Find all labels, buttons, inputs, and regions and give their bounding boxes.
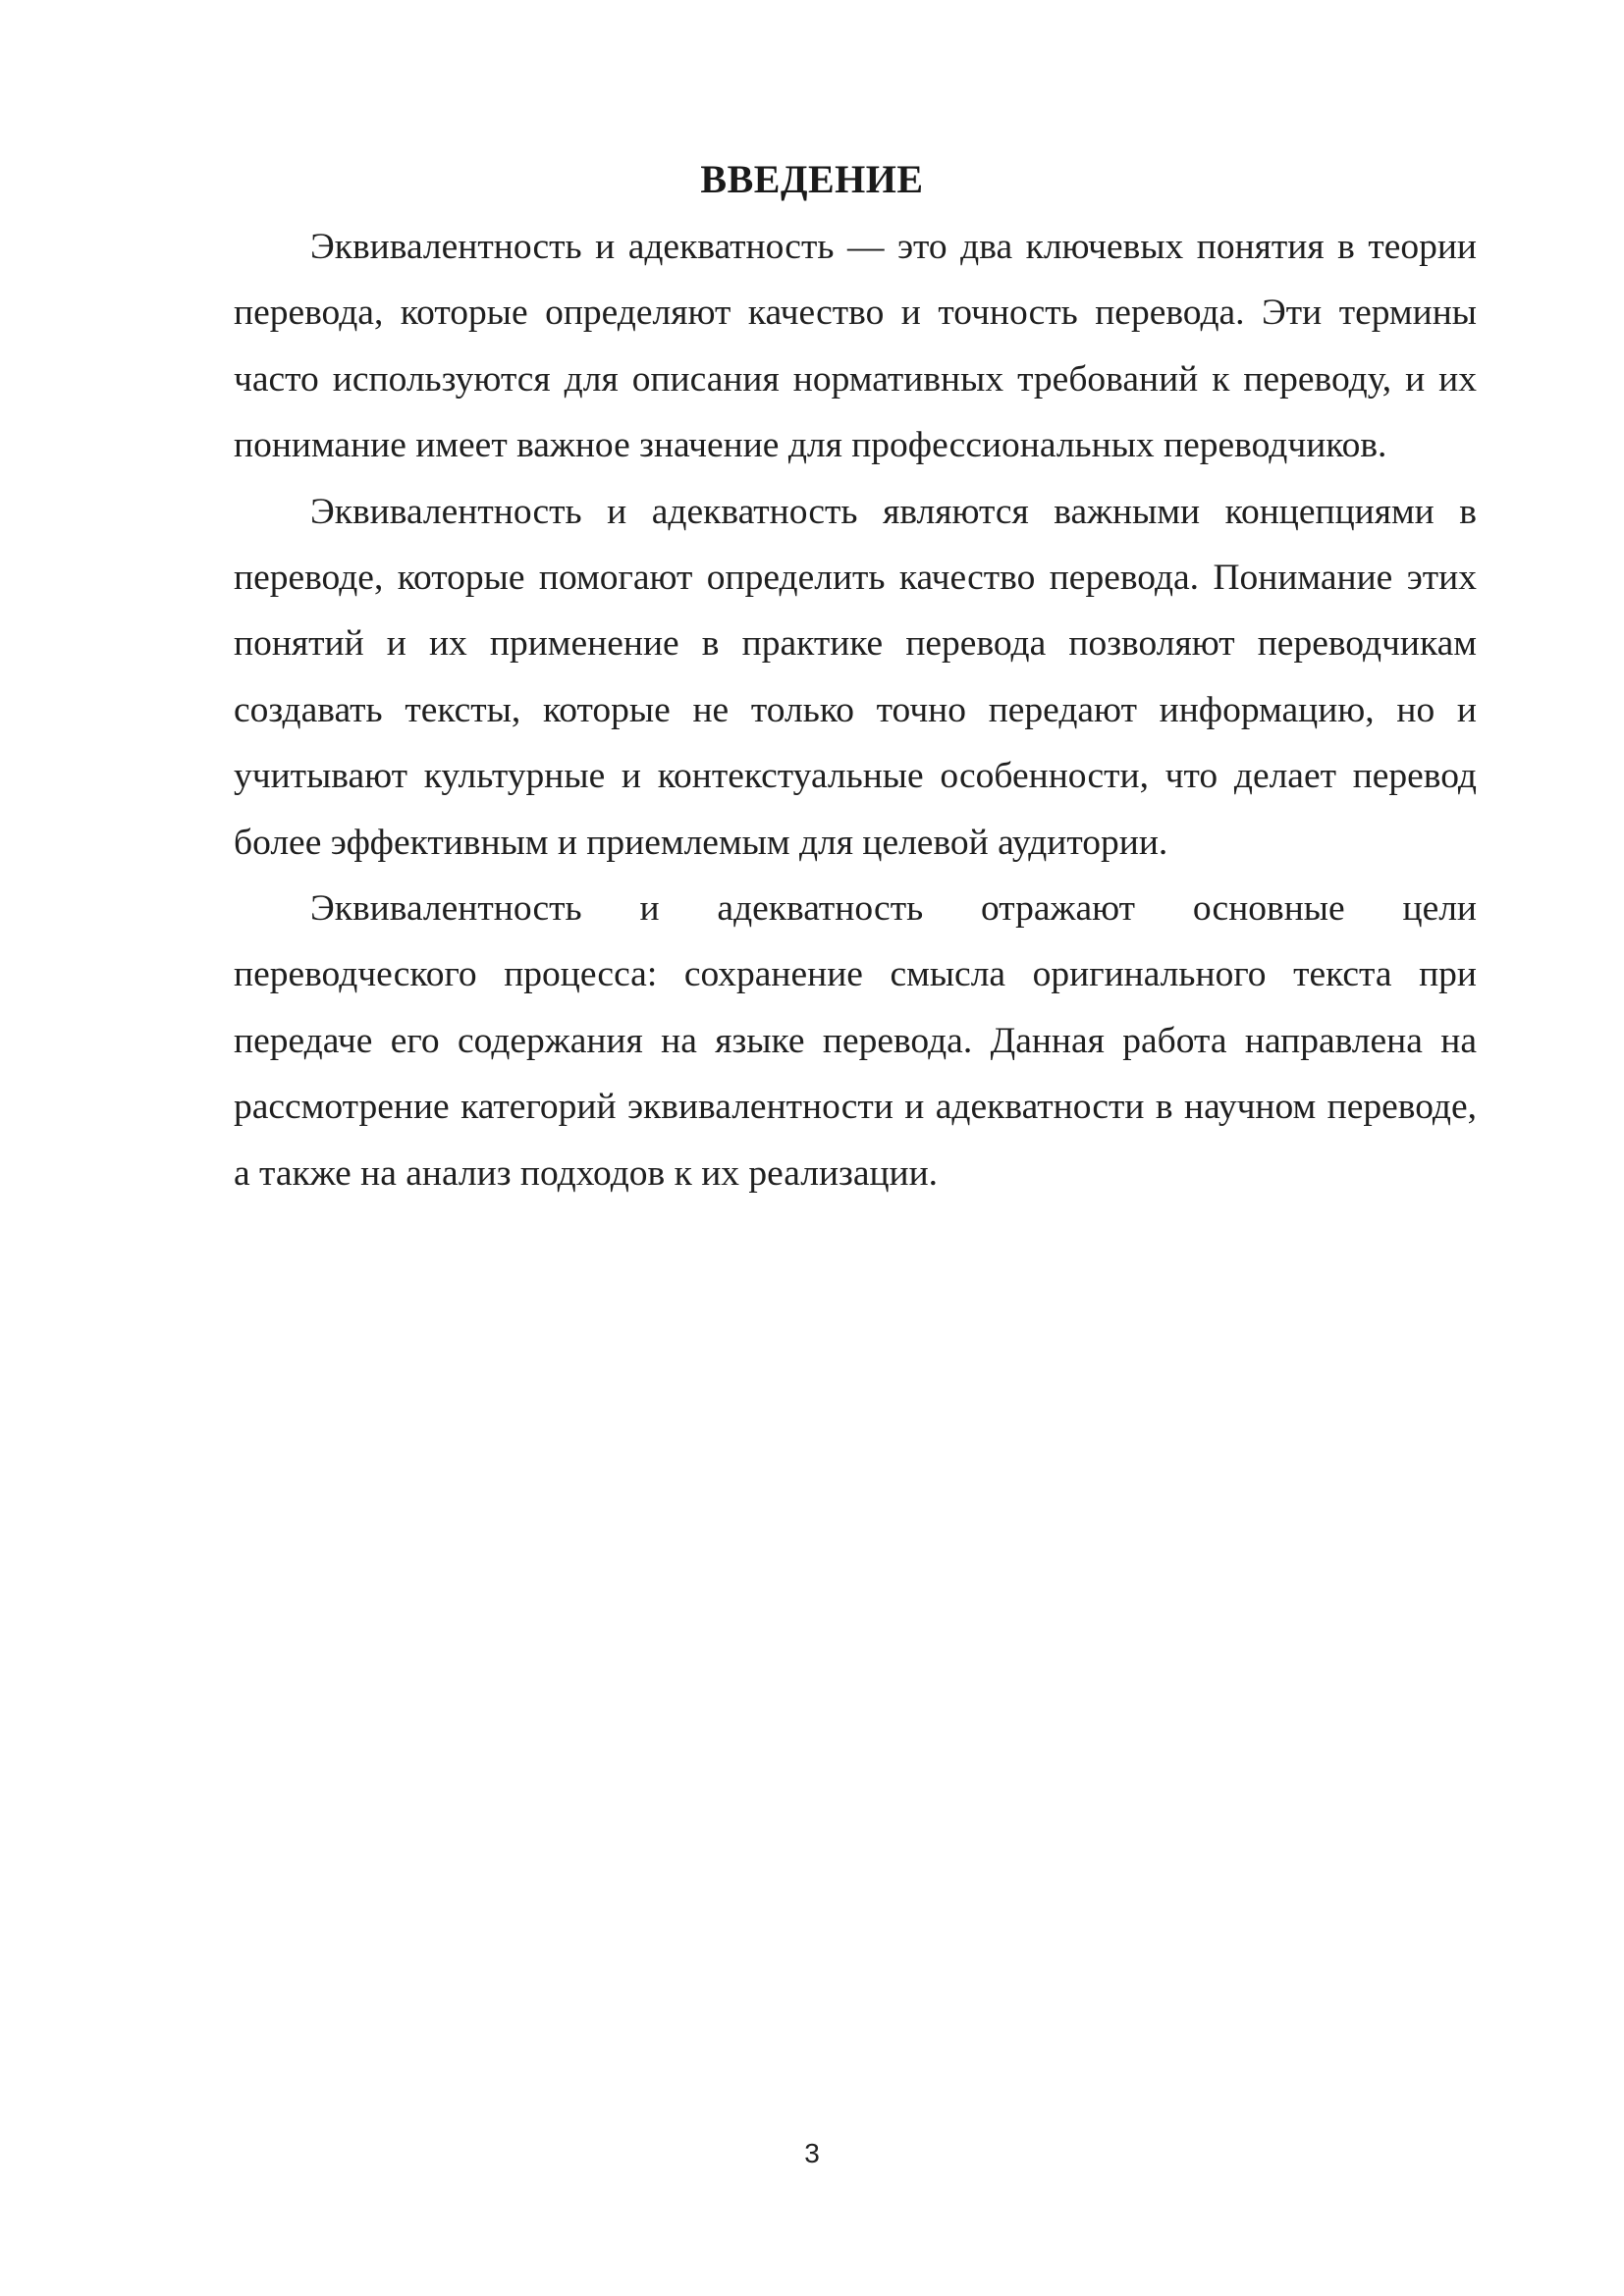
paragraph-3: Эквивалентность и адекватность отражают основные цели переводческого процесса: сохранение смысла оригинального текста при передаче его содержания на языке перевода. Данная работа направлена на рассмотрение категорий эквивалентности и адекватности в научном переводе, а также на анализ подходов к их реализации. bbox=[234, 888, 1477, 1194]
body-text bbox=[234, 214, 1477, 1206]
paragraph-2: Эквивалентность и адекватность являются важными концепциями в переводе, которые помогают определить качество перевода. Понимание этих понятий и их применение в практике перевода позволяют переводчикам создавать тексты, которые не только точно передают информацию, но и учитывают культурные и контекстуальные особенности, что делает перевод более эффективным и приемлемым для целевой аудитории. bbox=[234, 491, 1477, 863]
page-number: 3 bbox=[804, 2138, 820, 2168]
paragraph-1: Эквивалентность и адекватность — это два ключевых понятия в теории перевода, которые определяют качество и точность перевода. Эти термины часто используются для описания нормативных требований к переводу, и их понимание имеет важное значение для профессиональных переводчиков. bbox=[234, 227, 1477, 466]
section-heading: ВВЕДЕНИЕ bbox=[700, 157, 924, 201]
